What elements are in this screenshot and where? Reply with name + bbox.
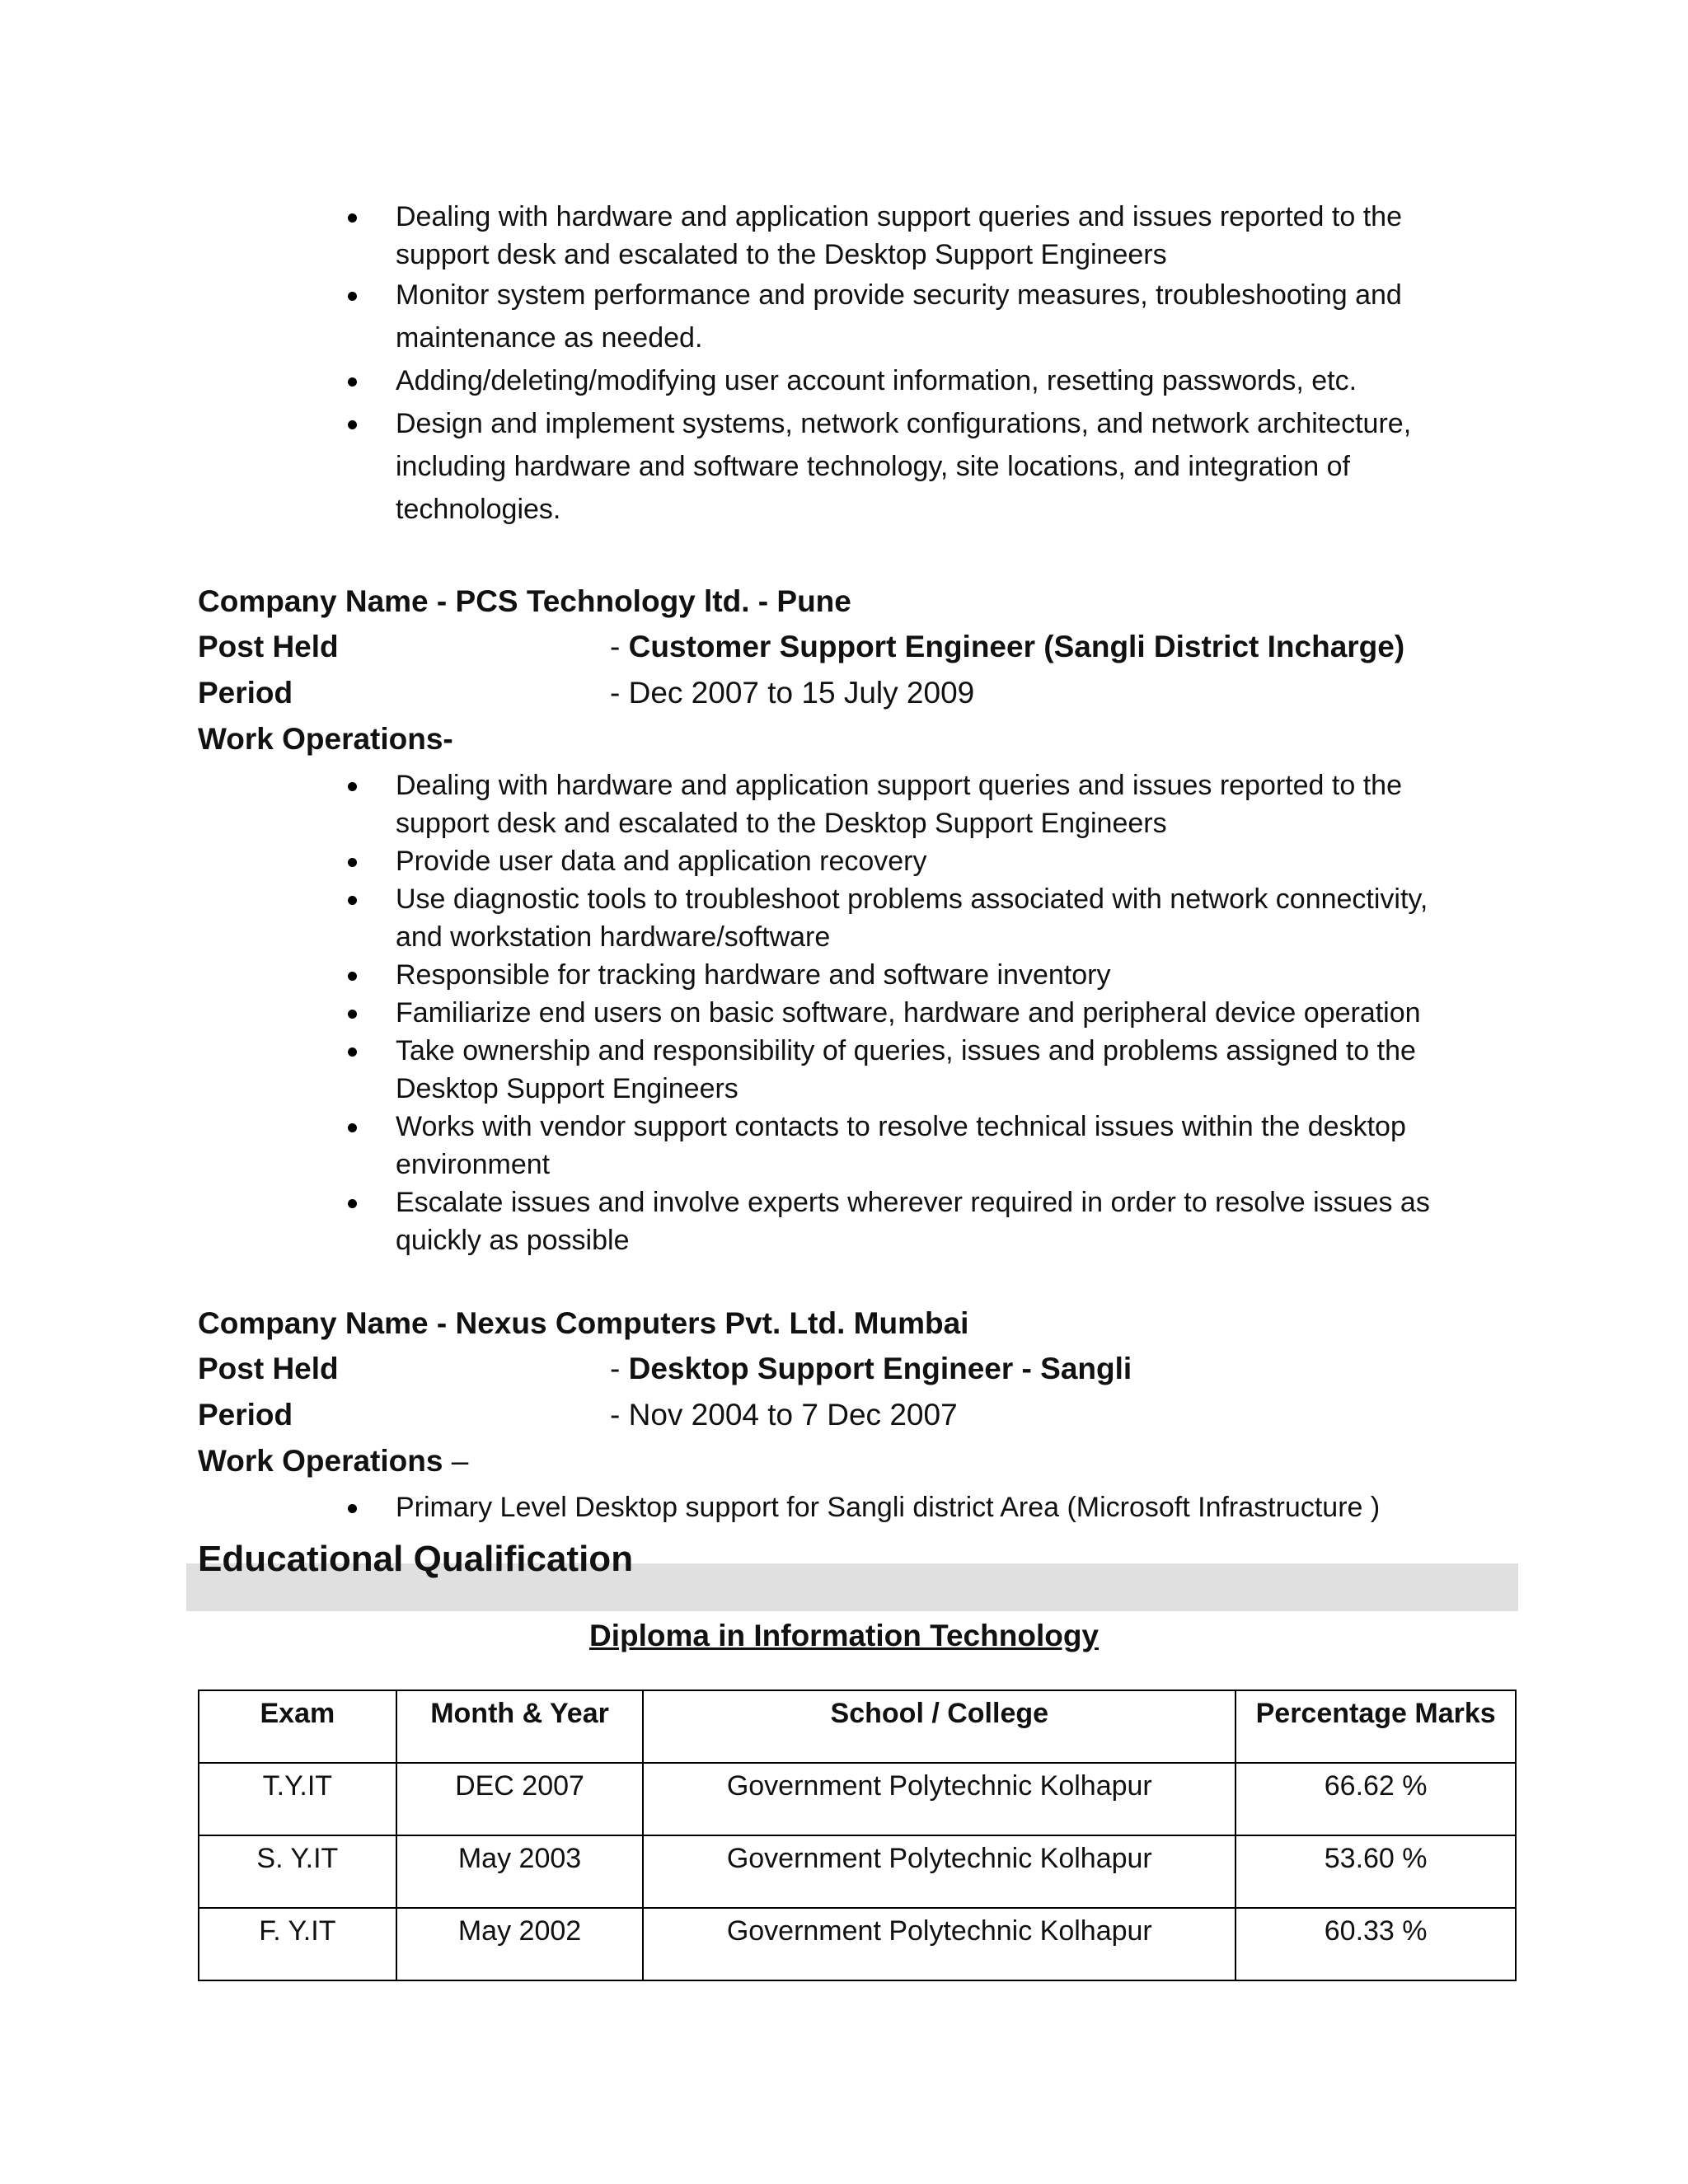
period-value: - Dec 2007 to 15 July 2009 — [610, 676, 975, 710]
job2-post-row — [198, 627, 1405, 667]
job2-period-row — [198, 673, 975, 713]
table-row — [199, 1908, 1516, 1980]
period-value: - Nov 2004 to 7 Dec 2007 — [610, 1398, 958, 1432]
work-operations-label: Work Operations — [198, 1444, 443, 1478]
column-header-month-year: Month & Year — [396, 1690, 644, 1763]
post-held-label: Post Held — [198, 630, 339, 663]
post-held-label: Post Held — [198, 1352, 339, 1385]
list-item: Take ownership and responsibility of queries, issues and problems assigned to the Desktop Support Engineers — [346, 1032, 1451, 1108]
list-item: Familiarize end users on basic software, hardware and peripheral device operation — [346, 994, 1451, 1032]
post-held-value — [610, 1349, 1132, 1389]
post-title: Desktop Support Engineer - Sangli — [628, 1352, 1132, 1385]
cell-exam: S. Y.IT — [199, 1835, 396, 1908]
education-table — [198, 1690, 1517, 1981]
post-title: Customer Support Engineer (Sangli District Incharge) — [628, 630, 1405, 663]
cell-school: Government Polytechnic Kolhapur — [643, 1835, 1236, 1908]
cell-percentage: 60.33 % — [1236, 1908, 1516, 1980]
job3-post-row — [198, 1349, 1132, 1389]
list-item: Dealing with hardware and application support queries and issues reported to the support desk and escalated to the Desktop Support Engineers — [346, 198, 1451, 274]
cell-exam: T.Y.IT — [199, 1763, 396, 1835]
job3-work-operations-heading — [198, 1441, 468, 1481]
job3-bullet-list — [346, 1488, 1451, 1526]
job2-bullet-list — [346, 766, 1451, 1259]
job2-work-operations-heading: Work Operations- — [198, 722, 453, 756]
list-item: Adding/deleting/modifying user account information, resetting passwords, etc. — [346, 359, 1451, 402]
job3-company: Company Name - Nexus Computers Pvt. Ltd. Mumbai — [198, 1306, 969, 1340]
job2-company: Company Name - PCS Technology ltd. - Pune — [198, 584, 851, 618]
table-header-row — [199, 1690, 1516, 1763]
column-header-percentage: Percentage Marks — [1236, 1690, 1516, 1763]
cell-percentage: 53.60 % — [1236, 1835, 1516, 1908]
list-item: Works with vendor support contacts to resolve technical issues within the desktop environment — [346, 1108, 1451, 1183]
list-item: Responsible for tracking hardware and software inventory — [346, 956, 1451, 994]
post-dash: - — [610, 1352, 629, 1385]
list-item: Dealing with hardware and application support queries and issues reported to the support desk and escalated to the Desktop Support Engineers — [346, 766, 1451, 842]
cell-school: Government Polytechnic Kolhapur — [643, 1908, 1236, 1980]
post-held-value — [610, 627, 1404, 667]
period-label: Period — [198, 676, 293, 710]
job3-period-row — [198, 1395, 958, 1435]
list-item: Primary Level Desktop support for Sangli district Area (Microsoft Infrastructure ) — [346, 1488, 1451, 1526]
table-row — [199, 1763, 1516, 1835]
list-item: Provide user data and application recovery — [346, 842, 1451, 880]
diploma-title: Diploma in Information Technology — [588, 1619, 1100, 1652]
cell-month-year: May 2002 — [396, 1908, 644, 1980]
cell-exam: F. Y.IT — [199, 1908, 396, 1980]
list-item: Design and implement systems, network configurations, and network architecture, including hardware and software technology, site locations, and integration of technologies. — [346, 402, 1451, 531]
education-heading: Educational Qualification — [198, 1539, 634, 1579]
list-item: Use diagnostic tools to troubleshoot problems associated with network connectivity, and workstation hardware/software — [346, 880, 1451, 956]
column-header-exam: Exam — [199, 1690, 396, 1763]
work-operations-dash: – — [443, 1444, 469, 1478]
list-item: Monitor system performance and provide security measures, troubleshooting and maintenance as needed. — [346, 274, 1451, 359]
period-label: Period — [198, 1398, 293, 1432]
column-header-school: School / College — [643, 1690, 1236, 1763]
cell-percentage: 66.62 % — [1236, 1763, 1516, 1835]
post-dash: - — [610, 630, 629, 663]
table-row — [199, 1835, 1516, 1908]
cell-month-year: May 2003 — [396, 1835, 644, 1908]
cell-month-year: DEC 2007 — [396, 1763, 644, 1835]
job1-bullet-list — [346, 198, 1451, 531]
list-item: Escalate issues and involve experts wherever required in order to resolve issues as quickly as possible — [346, 1183, 1451, 1259]
cell-school: Government Polytechnic Kolhapur — [643, 1763, 1236, 1835]
